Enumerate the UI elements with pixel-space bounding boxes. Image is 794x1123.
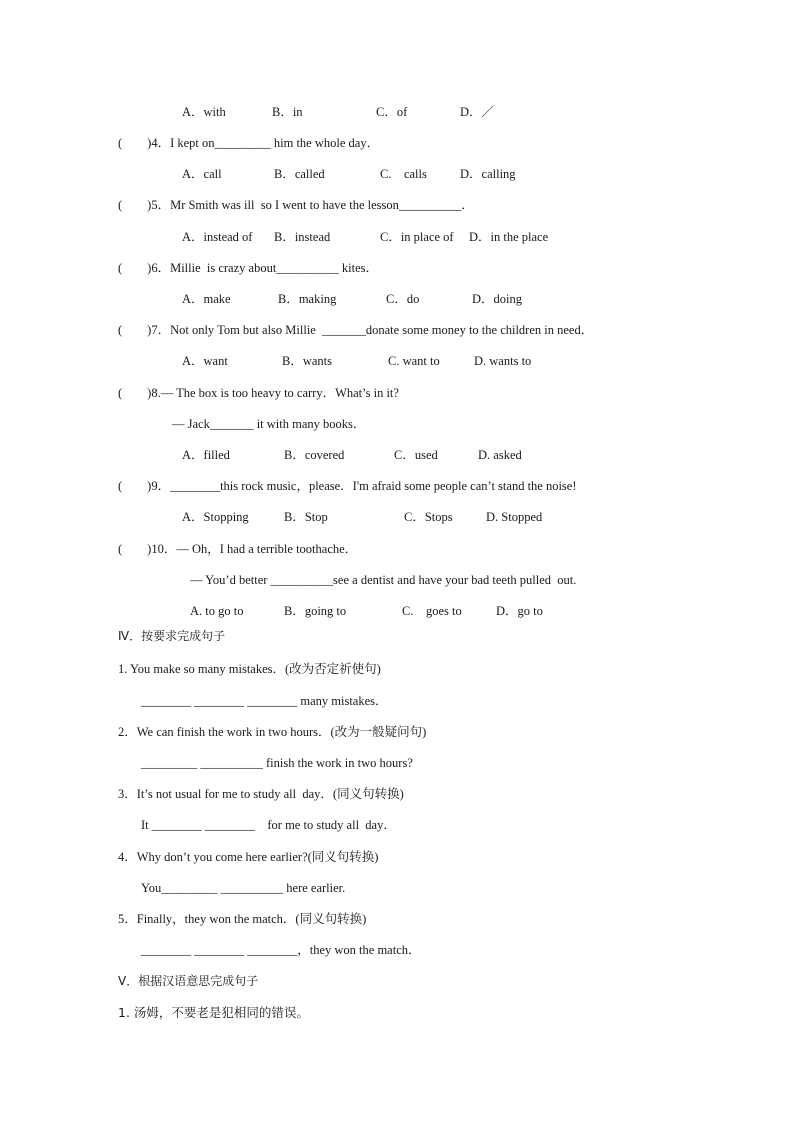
option-a: A. to go to	[190, 604, 244, 618]
option-d: D．in the place	[469, 230, 549, 244]
option-b: B．Stop	[284, 510, 328, 524]
option-b: B．going to	[284, 604, 347, 618]
option-b: B．making	[278, 292, 337, 306]
s4-answer-2: _________ __________ finish the work in two hours?	[141, 756, 413, 770]
question-9: ( )9．________this rock music，please．I'm afraid some people can’t stand the noise!	[118, 479, 577, 493]
option-c: C. calls	[380, 167, 427, 181]
question-10: ( )10．— Oh，I had a terrible toothache．	[118, 542, 358, 556]
option-b: B．called	[274, 167, 325, 181]
s4-answer-1: ________ ________ ________ many mistakes．	[141, 694, 388, 708]
option-a: A．filled	[182, 448, 230, 462]
option-c: C．of	[376, 105, 408, 119]
option-c: C. goes to	[402, 604, 462, 618]
s5-question-1: 1. 汤姆，不要老是犯相同的错误。	[118, 1005, 309, 1020]
option-b: B．wants	[282, 354, 333, 368]
option-a: A．instead of	[182, 230, 253, 244]
question-8-reply: — Jack_______ it with many books．	[172, 417, 366, 431]
option-d: D. asked	[478, 448, 522, 462]
option-a: A．make	[182, 292, 231, 306]
s4-question-3: 3．It’s not usual for me to study all day．(同义句转换)	[118, 787, 404, 801]
option-d: D．／	[460, 105, 495, 119]
option-b: B．instead	[274, 230, 331, 244]
section-4-title: Ⅳ．按要求完成句子	[118, 629, 226, 643]
option-a: A．want	[182, 354, 228, 368]
option-c: C．do	[386, 292, 420, 306]
option-d: D．calling	[460, 167, 516, 181]
option-a: A．call	[182, 167, 222, 181]
s4-question-5: 5．Finally，they won the match．(同义句转换)	[118, 912, 367, 926]
option-b: B．in	[272, 105, 303, 119]
s4-answer-3: It ________ ________ for me to study all day．	[141, 818, 396, 832]
s4-question-2: 2．We can finish the work in two hours．(改为一般疑问句)	[118, 725, 427, 739]
question-8: ( )8.— The box is too heavy to carry．What’s in it?	[118, 386, 399, 400]
question-10-reply: — You’d better __________see a dentist and have your bad teeth pulled out.	[190, 573, 577, 587]
option-d: D．go to	[496, 604, 543, 618]
question-4: ( )4．I kept on_________ him the whole day．	[118, 136, 380, 150]
option-d: D．doing	[472, 292, 523, 306]
question-5: ( )5．Mr Smith was ill so I went to have the lesson__________．	[118, 198, 474, 212]
option-c: C．used	[394, 448, 438, 462]
option-d: D. wants to	[474, 354, 532, 368]
option-c: C．in place of	[380, 230, 454, 244]
option-d: D. Stopped	[486, 510, 543, 524]
question-6: ( )6．Millie is crazy about__________ kites．	[118, 261, 379, 275]
s4-answer-5: ________ ________ ________，they won the match．	[141, 943, 421, 957]
option-c: C．Stops	[404, 510, 453, 524]
option-c: C. want to	[388, 354, 440, 368]
s4-answer-4: You_________ __________ here earlier.	[141, 881, 346, 895]
s4-question-4: 4．Why don’t you come here earlier?(同义句转换)	[118, 850, 379, 864]
s4-question-1: 1. You make so many mistakes．(改为否定祈使句)	[118, 662, 381, 676]
option-a: A．Stopping	[182, 510, 249, 524]
option-a: A．with	[182, 105, 226, 119]
option-b: B．covered	[284, 448, 345, 462]
section-5-title: Ⅴ．根据汉语意思完成句子	[118, 974, 259, 988]
question-7: ( )7．Not only Tom but also Millie _______donate some money to the children in need．	[118, 323, 594, 337]
